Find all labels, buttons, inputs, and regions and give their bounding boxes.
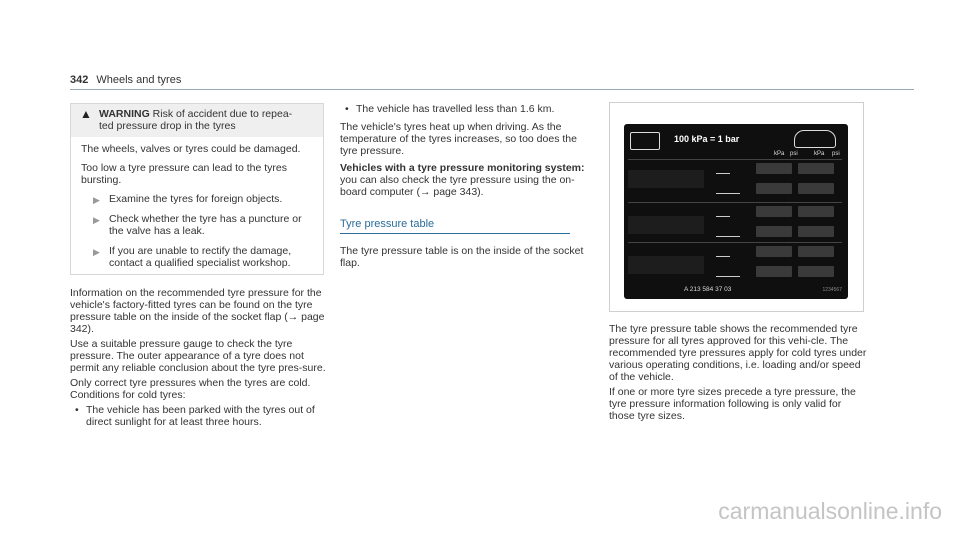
passengers-icon <box>716 247 730 257</box>
table-line <box>628 159 842 160</box>
page-header <box>70 74 181 86</box>
passengers-icon <box>716 164 730 174</box>
section-divider <box>340 233 570 234</box>
paragraph: The tyre pressure table shows the recommended tyre pressure for all tyres approved for this vehi-cle. The recommended tyre pressures apply for cold tyres under various operating conditions, i.e. loading and/or speed of the vehicle. <box>609 323 867 383</box>
pressure-cell <box>798 206 834 217</box>
paragraph: If one or more tyre sizes precede a tyre pressure, the tyre pressure information following is only valid for those tyre sizes. <box>609 386 856 422</box>
pressure-cell <box>798 163 834 174</box>
chapter-title: Wheels and tyres <box>96 74 182 86</box>
pressure-cell <box>798 226 834 237</box>
pressure-row <box>712 205 842 219</box>
subheading: Vehicles with a tyre pressure monitoring system: <box>340 162 585 174</box>
full-load-icon <box>716 267 740 277</box>
figure-code: 1234567 <box>822 287 842 293</box>
table-line <box>628 242 842 243</box>
header-divider <box>70 89 914 90</box>
warning-step: ▶ Examine the tyres for foreign objects. <box>93 193 283 205</box>
tyre-size-block <box>628 256 704 274</box>
warning-title: Risk of accident due to repea- ted pressure drop in the tyres <box>99 108 293 132</box>
warning-header <box>71 104 323 137</box>
bullet-item: • The vehicle has travelled less than 1.6 km. <box>340 103 595 115</box>
paragraph: Information on the recommended tyre pressure for the vehicle's factory-fitted tyres can be found on the tyre pressure table on the inside of the socket flap (→ page 342). <box>70 287 325 335</box>
pressure-row <box>712 265 842 279</box>
paragraph: you can also check the tyre pressure using the on-board computer (→ page 343). <box>340 174 575 198</box>
watermark: carmanualsonline.info <box>718 498 942 524</box>
unit-label: kPa <box>814 151 825 157</box>
pressure-cell <box>798 246 834 257</box>
section-title: Tyre pressure table <box>340 218 435 230</box>
paragraph: Use a suitable pressure gauge to check the tyre pressure. The outer appearance of a tyre does not permit any reliable conclusion about the tyre pres-sure. <box>70 338 326 374</box>
warning-label: WARNING <box>99 108 150 120</box>
full-load-icon <box>716 227 740 237</box>
bullet-item: • The vehicle has been parked with the tyres out of direct sunlight for at least three hours. <box>70 404 326 428</box>
table-line <box>628 202 842 203</box>
warning-body <box>71 137 323 269</box>
unit-label: psi <box>790 151 798 157</box>
car-icon <box>794 130 836 148</box>
warning-box <box>70 103 324 275</box>
page-number: 342 <box>70 74 89 86</box>
manual-book-icon <box>630 132 660 150</box>
pressure-cell <box>756 206 792 217</box>
unit-label: psi <box>832 151 840 157</box>
step-arrow-icon: ▶ <box>93 247 100 257</box>
column-left <box>70 287 326 431</box>
part-number: A 213 584 37 03 <box>684 286 732 293</box>
pressure-cell <box>756 183 792 194</box>
tyre-size-block <box>628 216 704 234</box>
warning-icon: ▲ <box>80 107 92 121</box>
column-middle <box>340 103 595 272</box>
warning-step: ▶ If you are unable to rectify the damage, contact a qualified specialist workshop. <box>93 245 292 269</box>
paragraph: Only correct tyre pressures when the tyres are cold. Conditions for cold tyres: <box>70 377 311 401</box>
warning-step: ▶ Check whether the tyre has a puncture or the valve has a leak. <box>93 213 302 237</box>
pressure-cell <box>798 266 834 277</box>
paragraph: The tyre pressure table is on the inside of the socket flap. <box>340 245 584 269</box>
pressure-cell <box>756 266 792 277</box>
step-arrow-icon: ▶ <box>93 215 100 225</box>
pressure-cell <box>798 183 834 194</box>
placard-header: 100 kPa = 1 bar <box>674 134 740 144</box>
column-right <box>609 323 867 425</box>
paragraph: The vehicle's tyres heat up when driving. As the temperature of the tyres increases, so too does the tyre pressure. <box>340 121 577 157</box>
full-load-icon <box>716 184 740 194</box>
warning-text-2: Too low a tyre pressure can lead to the tyres bursting. <box>81 162 288 186</box>
step-arrow-icon: ▶ <box>93 195 100 205</box>
pressure-cell <box>756 163 792 174</box>
pressure-row <box>712 182 842 196</box>
pressure-cell <box>756 226 792 237</box>
passengers-icon <box>716 207 730 217</box>
pressure-row <box>712 162 842 176</box>
tyre-size-block <box>628 170 704 188</box>
pressure-row <box>712 225 842 239</box>
warning-text-1: The wheels, valves or tyres could be damaged. <box>81 143 301 155</box>
pressure-cell <box>756 246 792 257</box>
tyre-pressure-placard <box>624 124 848 299</box>
pressure-row <box>712 245 842 259</box>
unit-label: kPa <box>774 151 785 157</box>
tyre-pressure-figure <box>609 102 864 312</box>
section-heading <box>340 218 595 234</box>
